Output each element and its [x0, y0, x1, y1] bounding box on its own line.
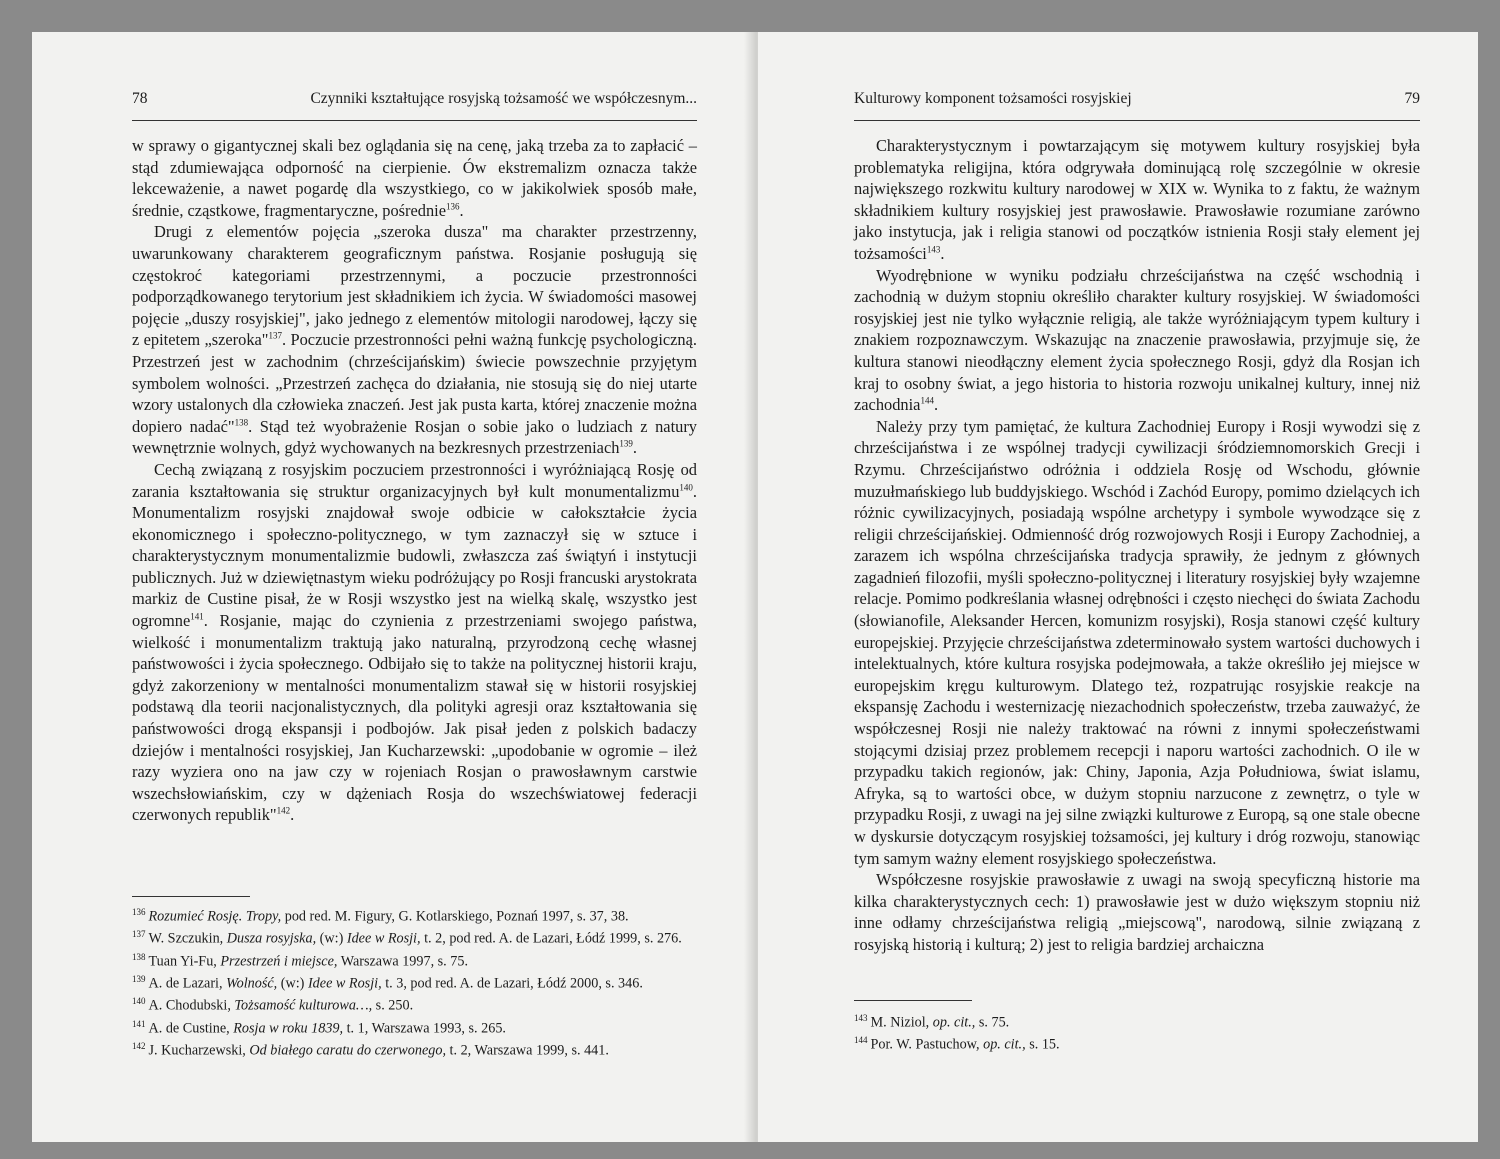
- right-footnotes: [854, 1010, 1420, 1055]
- left-page: [32, 32, 752, 1142]
- paragraph: Należy przy tym pamiętać, że kultura Zachodniej Europy i Rosji wywodzi się z chrześcijaństwa i ze wspólnej tradycji cywilizacji śródziemnomorskich Grecji i Rzymu. Chrześcijaństwo odróżnia i oddziela Rosję od Wschodu, głównie muzułmańskiego lub buddyjskiego. Wschód i Zachód Europy, pomimo dzielących ich różnic cywilizacyjnych, posiadają wspólne archetypy i symbole wywodzące się z religii chrześcijańskiej. Odmienność dróg rozwojowych Rosji i Europy Zachodniej, a zarazem ich wspólna chrześcijańska tradycja sprawiły, że jednym z głównych zagadnień filozofii, myśli społeczno-politycznej i literatury rosyjskiej były wzajemne relacje. Pomimo podkreślania własnej odrębności i często niechęci do świata Zachodu (słowianofile, Aleksander Hercen, komunizm rosyjski), Rosja stanowi część kultury europejskiej. Przyjęcie chrześcijaństwa zdeterminowało system wartości duchowych i intelektualnych, które kultura rosyjska podejmowała, a także określiło jej miejsce w europejskim kręgu kulturowym. Dlatego też, rozpatrując rosyjskie reakcje na ekspansję Zachodu i westernizację niezachodnich społeczeństw, trzeba zauważyć, że współczesnej Rosji nie należy traktować na równi z innymi społeczeństwami stojącymi dzisiaj przez problemem recepcji i naporu wartości zachodnich. O ile w przypadku takich regionów, jak: Chiny, Japonia, Azja Południowa, świat islamu, Afryka, są to wartości obce, w dużym stopniu narzucone z zewnętrz, o tyle w przypadku Rosji, z uwagi na jej silne związki kulturowe z Europą, są one stale obecne w dyskursie dotyczącym rosyjskiej tożsamości, jej kultury i dróg rozwoju, stanowiąc tym samym ważny element rosyjskiego społeczeństwa.: [854, 416, 1420, 868]
- right-body-text: [854, 135, 1420, 956]
- footnote: $^{140}$ A. Chodubski, Tożsamość kulturowa…, s. 250.: [132, 996, 414, 1015]
- running-title: Czynniki kształtujące rosyjską tożsamość we współczesnym...: [310, 90, 697, 107]
- paragraph: Współczesne rosyjskie prawosławie z uwagi na swoją specyficzną historie ma kilka charakterystycznych cech: 1) prawosławie jest w dużo większym stopniu niż inne odłamy chrześcijaństwa religią „miejscową", narodową, silnie związaną z rosyjską historią i kulturą; 2) jest to religia bardziej archaiczna: [854, 870, 1420, 954]
- footnote: $^{142}$ J. Kucharzewski, Od białego caratu do czerwonego, t. 2, Warszawa 1999, s. 441.: [132, 1040, 609, 1059]
- footnote: $^{143}$ M. Niziol, op. cit., s. 75.: [854, 1013, 1010, 1031]
- page-number: 79: [1404, 90, 1420, 107]
- footnote: $^{137}$ W. Szczukin, Dusza rosyjska, (w:) Idee w Rosji, t. 2, pod red. A. de Lazari, Łódź 1999, s. 276.: [132, 929, 682, 948]
- paragraph: Charakterystycznym i powtarzającym się motywem kultury rosyjskiej była problematyka religijna, która odgrywała dominującą rolę szczególnie w okresie największego rozkwitu kultury narodowej w XIX w. Wynika to z faktu, że ważnym składnikiem kultury rosyjskiej jest prawosławie. Prawosławie rozumiane zarówno jako instytucja, jak i religia stanowi od początków istnienia Rosji stały element jej tożsamości$^{143}$.: [854, 136, 1420, 263]
- right-page-header: [854, 90, 1420, 114]
- open-book-spread: [32, 32, 1478, 1142]
- paragraph: Wyodrębnione w wyniku podziału chrześcijaństwa na część wschodnią i zachodnią w dużym stopniu określiło charakter kultury rosyjskiej. W świadomości rosyjskiej jest nie tylko wyłącznie religią, ale także wyróżniającym typem kultury i znakiem rozpoznawczym. Wskazując na znaczenie prawosławia, przyjmuje się, że kultura stanowi nieodłączny element życia społecznego Rosji, gdyż dla Rosjan ich kraj to osobny świat, a jego historia to historia rozwoju unikalnej kultury, innej niż zachodnia$^{144}$.: [854, 265, 1420, 415]
- running-title: Kulturowy komponent tożsamości rosyjskiej: [854, 90, 1132, 107]
- left-page-header: [132, 90, 697, 114]
- page-number: 78: [132, 90, 148, 107]
- footnote: $^{141}$ A. de Custine, Rosja w roku 1839, t. 1, Warszawa 1993, s. 265.: [132, 1018, 506, 1037]
- paragraph: Drugi z elementów pojęcia „szeroka dusza" ma charakter przestrzenny, uwarunkowany charakterem geograficznym państwa. Rosjanie posługują się częstokroć kategoriami przestrzennymi, a poczucie przestronności podporządkowanego terytorium jest składnikiem ich życia. W świadomości masowej pojęcie „duszy rosyjskiej", jako jednego z elementów mitologii narodowej, łączy się z epitetem „szeroka"$^{137}$. Poczucie przestronności pełni ważną funkcję psychologiczną. Przestrzeń jest w zachodnim (chrześcijańskim) świecie powszechnie przyjętym symbolem wolności. „Przestrzeń zachęca do działania, nie stosują się do niej utarte wzory ustalonych dla człowieka znaczeń. Jest jak pusta karta, której znaczenie można dopiero nadać"$^{138}$. Stąd też wyobrażenie Rosjan o sobie jako o ludziach z natury wewnętrznie wolnych, gdyż wychowanych na bezkresnych przestrzeniach$^{139}$.: [132, 222, 697, 458]
- left-body-text: [132, 135, 697, 826]
- footnote-rule: [854, 1000, 972, 1001]
- left-footnotes: [132, 904, 697, 1060]
- paragraph: w sprawy o gigantycznej skali bez oglądania się na cenę, jaką trzeba za to zapłacić – stąd zdumiewająca odporność na cierpienie. Ów ekstremalizm oznacza także lekceważenie, a nawet pogardę dla wszystkiego, co w jakikolwiek sposób małe, średnie, cząstkowe, fragmentaryczne, pośrednie$^{136}$.: [132, 136, 697, 220]
- right-page: [758, 32, 1478, 1142]
- footnote: $^{136}$ Rozumieć Rosję. Tropy, pod red. M. Figury, G. Kotlarskiego, Poznań 1997, s. 37, 38.: [132, 907, 629, 925]
- footnote: $^{138}$ Tuan Yi-Fu, Przestrzeń i miejsce, Warszawa 1997, s. 75.: [132, 951, 469, 970]
- paragraph: Cechą związaną z rosyjskim poczuciem przestronności i wyróżniającą Rosję od zarania kształtowania się struktur organizacyjnych był kult monumentalizmu$^{140}$. Monumentalizm rosyjski znajdował swoje odbicie w całokształcie życia ekonomicznego i społeczno-politycznego, w tym zaznaczył się w sztuce i charakterystycznym monumentalizmie budowli, zwłaszcza zaś świątyń i instytucji publicznych. Już w dziewiętnastym wieku podróżujący po Rosji francuski arystokrata markiz de Custine pisał, że w Rosji wszystko jest na wielką skalę, wszystko jest ogromne$^{141}$. Rosjanie, mając do czynienia z przestrzeniami swojego państwa, wielkość i monumentalizm traktują jako naturalną, przyrodzoną cechę własnej państwowości i życia społecznego. Odbijało się to także na politycznej historii kraju, gdyż zakorzeniony w mentalności monumentalizm stawał się w historii rosyjskiej podstawą dla teorii nacjonalistycznych, dla polityki agresji oraz kształtowania się państwowości drogą ekspansji i podbojów. Jak pisał jeden z polskich badaczy dziejów i mentalności rosyjskiej, Jan Kucharzewski: „upodobanie w ogromie – ileż razy wyziera ono na jaw czy w rojeniach Rosjan o prawosławnym carstwie wszechsłowiańskim, czy w dążeniach Rosja do wszechświatowej federacji czerwonych republik"$^{142}$.: [132, 459, 697, 825]
- header-rule: [132, 120, 697, 121]
- footnote-rule: [132, 896, 250, 897]
- header-rule: [854, 120, 1420, 121]
- footnote: $^{144}$ Por. W. Pastuchow, op. cit., s. 15.: [854, 1035, 1060, 1054]
- footnote: $^{139}$ A. de Lazari, Wolność, (w:) Idee w Rosji, t. 3, pod red. A. de Lazari, Łódź 2000, s. 346.: [132, 973, 643, 992]
